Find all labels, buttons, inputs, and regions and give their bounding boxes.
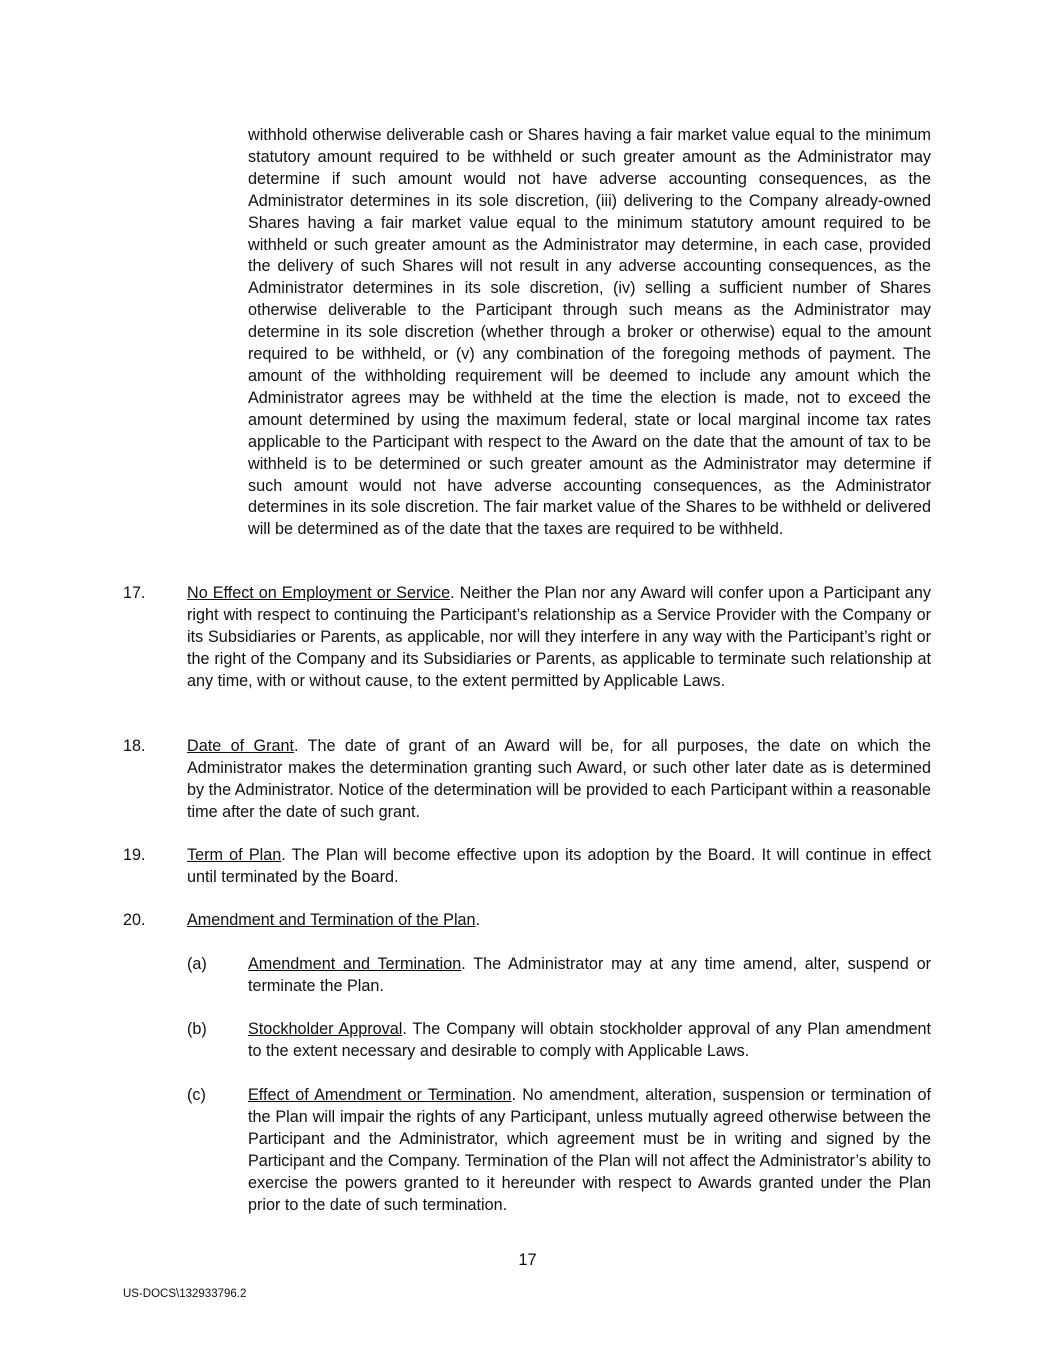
continuation-paragraph: withhold otherwise deliverable cash or Shares having a fair market value equal to the minimum statutory amount required to be withheld or such greater amount as the Administrator may determine if such amount would not have adverse accounting consequences, as the Administrator determines in its sole discretion, (iii) delivering to the Company already-owned Shares having a fair market value equal to the minimum statutory amount required to be withheld or such greater amount as the Administrator may determine, in each case, provided the delivery of such Shares will not result in any adverse accounting consequences, as the Administrator determines in its sole discretion, (iv) selling a sufficient number of Shares otherwise deliverable to the Participant through such means as the Administrator may determine in its sole discretion (whether through a broker or otherwise) equal to the amount required to be withheld, or (v) any combination of the foregoing methods of payment. The amount of the withholding requirement will be deemed to include any amount which the Administrator agrees may be withheld at the time the election is made, not to exceed the amount determined by using the maximum federal, state or local marginal income tax rates applicable to the Participant with respect to the Award on the date that the amount of tax to be withheld is to be determined or such greater amount as the Administrator may determine if such amount would not have adverse accounting consequences, as the Administrator determines in its sole discretion. The fair market value of the Shares to be withheld or delivered will be determined as of the date that the taxes are required to be withheld.	[248, 126, 931, 539]
subsection-c-label: (c)	[187, 1086, 206, 1104]
section-17-text: . Neither the Plan nor any Award will confer upon a Participant any right with respect to continuing the Participant’s relationship as a Service Provider with the Company or its Subsidiaries or Parents, as applicable, nor will they interfere in any way with the Participant’s right or the right of the Company and its Subsidiaries or Parents, as applicable to terminate such relationship at any time, with or without cause, to the extent permitted by Applicable Laws.	[187, 584, 931, 690]
section-17-number: 17.	[123, 584, 146, 602]
document-id: US-DOCS\132933796.2	[123, 1288, 247, 1300]
subsection-a-label: (a)	[187, 955, 207, 973]
section-18-text: . The date of grant of an Award will be, for all purposes, the date on which the Administrator makes the determination granting such Award, or such other later date as is determined by the Administrator. Notice of the determination will be provided to each Participant within a reasonable time after the date of such grant.	[187, 737, 931, 821]
section-20-heading: Amendment and Termination of the Plan	[187, 911, 476, 929]
subsection-b-label: (b)	[187, 1020, 207, 1038]
subsection-c-paragraph	[248, 1085, 931, 1216]
section-18-paragraph	[187, 736, 931, 824]
subsection-b-heading: Stockholder Approval	[248, 1020, 403, 1038]
section-19-text: . The Plan will become effective upon its adoption by the Board. It will continue in effect until terminated by the Board.	[187, 846, 931, 886]
subsection-c-text: . No amendment, alteration, suspension or termination of the Plan will impair the rights of any Participant, unless mutually agreed otherwise between the Participant and the Administrator, which agreement must be in writing and signed by the Participant and the Company. Termination of the Plan will not affect the Administrator’s ability to exercise the powers granted to it hereunder with respect to Awards granted under the Plan prior to the date of such termination.	[248, 1086, 931, 1214]
subsection-a-heading: Amendment and Termination	[248, 955, 462, 973]
section-17-heading: No Effect on Employment or Service	[187, 584, 451, 602]
subsection-c-heading: Effect of Amendment or Termination	[248, 1086, 512, 1104]
section-19-heading: Term of Plan	[187, 846, 282, 864]
section-18-heading: Date of Grant	[187, 737, 294, 755]
section-19-paragraph	[187, 845, 931, 889]
section-18-number: 18.	[123, 737, 146, 755]
page-number: 17	[518, 1251, 537, 1269]
section-19-number: 19.	[123, 846, 146, 864]
section-17-paragraph	[187, 583, 931, 693]
section-20-text: .	[475, 911, 481, 929]
subsection-b-text: . The Company will obtain stockholder approval of any Plan amendment to the extent necessary and desirable to comply with Applicable Laws.	[248, 1020, 931, 1060]
section-20-number: 20.	[123, 911, 146, 929]
subsection-a-paragraph	[248, 954, 931, 998]
subsection-a-text: . The Administrator may at any time amend, alter, suspend or terminate the Plan.	[248, 955, 931, 995]
section-20-paragraph	[187, 910, 931, 932]
subsection-b-paragraph	[248, 1019, 931, 1063]
